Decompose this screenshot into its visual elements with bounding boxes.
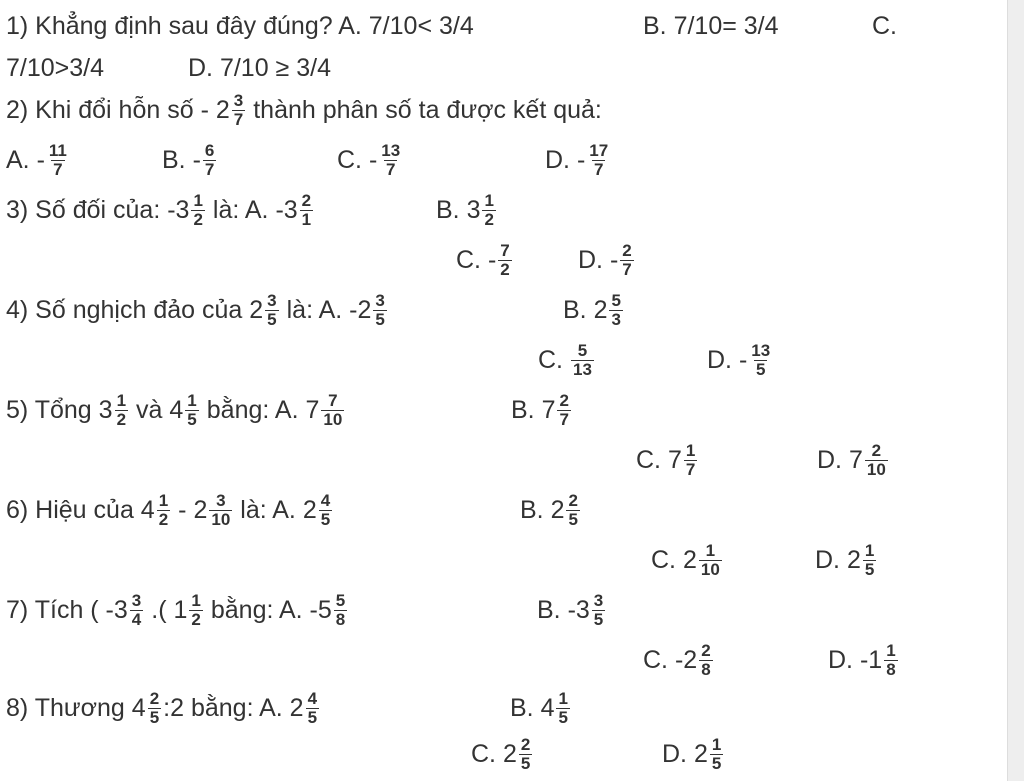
numerator: 1 (193, 190, 203, 210)
numerator: 2 (520, 734, 531, 754)
q6-option-d (815, 540, 878, 580)
q6-option-b-fraction (566, 492, 579, 529)
q5-option-d (817, 440, 890, 480)
numerator: 4 (307, 688, 318, 708)
q7-option-a-fraction (334, 592, 347, 629)
q3-option-c-fraction (498, 242, 511, 279)
q3-mid: là: A. -3 (212, 196, 298, 224)
q1-option-d-text: D. 7/10 ≥ 3/4 (188, 54, 331, 82)
q5-option-b-label: B. 7 (511, 396, 556, 424)
q1-option-c-label (872, 6, 897, 46)
q2-stem (6, 90, 602, 130)
q4-mid: là: A. -2 (286, 296, 372, 324)
q1-option-b-text: B. 7/10= 3/4 (643, 12, 779, 40)
numerator: 13 (381, 140, 401, 160)
q5-mid: và 4 (136, 396, 184, 424)
q5-option-a-fraction (321, 392, 344, 429)
denominator: 7 (685, 459, 696, 479)
q8-option-c (471, 734, 534, 774)
denominator: 7 (233, 109, 244, 129)
q7-option-b (537, 590, 607, 630)
q6-fraction-2 (209, 492, 232, 529)
q1-option-d (188, 48, 331, 88)
numerator: 3 (233, 90, 244, 110)
numerator: 1 (158, 490, 169, 510)
q7-mid: .( 1 (151, 596, 188, 624)
q3-option-d-fraction (620, 242, 633, 279)
q5-fraction-1 (115, 392, 128, 429)
denominator: 1 (301, 209, 312, 229)
numerator: 2 (701, 640, 711, 660)
denominator: 3 (611, 309, 621, 329)
q5-option-c (636, 440, 699, 480)
numerator: 1 (558, 688, 568, 708)
denominator: 5 (307, 707, 318, 727)
denominator: 2 (158, 509, 169, 529)
numerator: 5 (611, 290, 621, 310)
q3-option-c-label: C. - (456, 246, 497, 274)
q3-mixed-fraction (191, 192, 204, 229)
numerator: 1 (187, 390, 197, 410)
numerator: 3 (267, 290, 277, 310)
q2-option-c-label: C. - (337, 146, 378, 174)
denominator: 7 (559, 409, 569, 429)
denominator: 5 (864, 559, 875, 579)
q7-option-c-label: C. -2 (643, 646, 698, 674)
q4-option-c (538, 340, 596, 380)
numerator: 3 (216, 490, 226, 510)
q8-prefix: 8) Thương 4 (6, 694, 146, 722)
denominator: 13 (573, 359, 592, 379)
q8-option-c-fraction (519, 736, 532, 773)
denominator: 10 (866, 459, 886, 479)
q1-option-c-label-text: C. (872, 12, 897, 40)
q2-option-a (6, 140, 71, 180)
vertical-scrollbar[interactable] (1007, 0, 1024, 781)
q6-prefix: 6) Hiệu của 4 (6, 496, 155, 524)
q5-option-d-fraction (865, 442, 888, 479)
denominator: 5 (711, 753, 722, 773)
q8-option-d (662, 734, 725, 774)
numerator: 2 (871, 440, 882, 460)
q4-option-c-label: C. (538, 346, 563, 374)
q6-option-d-fraction (863, 542, 876, 579)
q3-option-c (456, 240, 514, 280)
q8-option-d-fraction (710, 736, 723, 773)
q3-option-d-label: D. - (578, 246, 619, 274)
q1-text: 1) Khẳng định sau đây đúng? A. 7/10< 3/4 (6, 12, 474, 40)
q6-option-b-label: B. 2 (520, 496, 565, 524)
numerator: 1 (484, 190, 494, 210)
q2-option-d-fraction (587, 142, 610, 179)
q5-option-b (511, 390, 573, 430)
q2-option-d-label: D. - (545, 146, 586, 174)
q7-prefix: 7) Tích ( -3 (6, 596, 128, 624)
numerator: 2 (149, 688, 160, 708)
q2-option-a-label: A. - (6, 146, 45, 174)
q2-option-b-label: B. - (162, 146, 201, 174)
numerator: 2 (622, 240, 632, 260)
q8-mid: :2 bằng: A. 2 (163, 694, 304, 722)
q3-option-d (578, 240, 636, 280)
denominator: 7 (53, 159, 63, 179)
q7-option-d-fraction (884, 642, 897, 679)
q7-option-b-label: B. -3 (537, 596, 590, 624)
q5-stem (6, 390, 346, 430)
denominator: 8 (701, 659, 711, 679)
numerator: 2 (559, 390, 569, 410)
q1-option-c-value (6, 48, 104, 88)
denominator: 2 (116, 409, 127, 429)
denominator: 5 (149, 707, 160, 727)
q5-option-c-fraction (684, 442, 697, 479)
q7-option-d (828, 640, 900, 680)
numerator: 1 (886, 640, 896, 660)
numerator: 7 (500, 240, 510, 260)
denominator: 4 (131, 609, 142, 629)
q5-fraction-2 (185, 392, 198, 429)
q6-stem (6, 490, 334, 530)
q4-option-b (563, 290, 625, 330)
q2-option-c (337, 140, 404, 180)
denominator: 5 (320, 509, 331, 529)
q6-mid: - 2 (178, 496, 208, 524)
denominator: 7 (594, 159, 604, 179)
q3-option-b-fraction (482, 192, 495, 229)
q8-option-d-label: D. 2 (662, 740, 708, 768)
q8-option-a-fraction (306, 690, 319, 727)
q1-stem-and-option-a (6, 6, 474, 46)
q7-fraction-2 (189, 592, 202, 629)
q8-fraction (148, 690, 161, 727)
q7-mid2: bằng: A. -5 (210, 596, 332, 624)
q4-prefix: 4) Số nghịch đảo của 2 (6, 296, 264, 324)
q4-option-d-label: D. - (707, 346, 748, 374)
numerator: 11 (48, 140, 67, 160)
q1-option-c-value-text: 7/10>3/4 (6, 54, 105, 82)
numerator: 1 (705, 540, 716, 560)
q2-option-d (545, 140, 612, 180)
denominator: 5 (520, 753, 531, 773)
denominator: 8 (886, 659, 896, 679)
q3-stem (6, 190, 315, 230)
numerator: 3 (375, 290, 385, 310)
numerator: 4 (320, 490, 331, 510)
q4-mixed-fraction (265, 292, 278, 329)
numerator: 5 (577, 340, 588, 360)
q4-option-d-fraction (749, 342, 772, 379)
numerator: 1 (864, 540, 875, 560)
denominator: 2 (193, 209, 203, 229)
q4-option-b-label: B. 2 (563, 296, 608, 324)
denominator: 7 (386, 159, 396, 179)
q5-option-d-label: D. 7 (817, 446, 863, 474)
q1-option-b (643, 6, 779, 46)
q7-stem (6, 590, 349, 630)
denominator: 5 (756, 359, 766, 379)
q6-option-d-label: D. 2 (815, 546, 861, 574)
q8-option-b-fraction (556, 690, 569, 727)
q7-option-b-fraction (592, 592, 605, 629)
q5-option-b-fraction (557, 392, 570, 429)
q7-option-d-label: D. -1 (828, 646, 883, 674)
q3-option-a-fraction (300, 192, 313, 229)
q6-option-c (651, 540, 724, 580)
q8-stem (6, 688, 321, 728)
q2-option-a-fraction (47, 142, 69, 179)
q7-fraction-1 (130, 592, 143, 629)
q4-option-b-fraction (609, 292, 622, 329)
denominator: 8 (335, 609, 346, 629)
denominator: 5 (593, 609, 604, 629)
numerator: 2 (301, 190, 312, 210)
numerator: 17 (589, 140, 609, 160)
q6-option-c-fraction (699, 542, 722, 579)
q5-option-c-label: C. 7 (636, 446, 682, 474)
numerator: 3 (593, 590, 604, 610)
q6-option-a-fraction (319, 492, 332, 529)
q2-option-b-fraction (203, 142, 216, 179)
q2-mixed-fraction (232, 92, 245, 129)
q5-mid2: bằng: A. 7 (206, 396, 320, 424)
numerator: 13 (751, 340, 771, 360)
numerator: 1 (116, 390, 127, 410)
numerator: 5 (335, 590, 346, 610)
q2-option-c-fraction (379, 142, 402, 179)
q6-mid2: là: A. 2 (240, 496, 317, 524)
denominator: 2 (484, 209, 494, 229)
denominator: 10 (700, 559, 720, 579)
q7-option-c (643, 640, 715, 680)
q4-option-c-fraction (571, 342, 594, 379)
denominator: 10 (211, 509, 231, 529)
q4-option-a-fraction (373, 292, 386, 329)
q8-option-b (510, 688, 572, 728)
q3-prefix: 3) Số đối của: -3 (6, 196, 190, 224)
q4-option-d (707, 340, 774, 380)
q8-option-c-label: C. 2 (471, 740, 517, 768)
numerator: 1 (685, 440, 696, 460)
q6-fraction-1 (157, 492, 170, 529)
q4-stem (6, 290, 389, 330)
denominator: 7 (622, 259, 632, 279)
denominator: 2 (500, 259, 510, 279)
q2-prefix: 2) Khi đổi hỗn số - 2 (6, 96, 230, 124)
numerator: 1 (711, 734, 722, 754)
q5-prefix: 5) Tổng 3 (6, 396, 113, 424)
q2-option-b (162, 140, 218, 180)
q6-option-c-label: C. 2 (651, 546, 697, 574)
denominator: 5 (267, 309, 277, 329)
numerator: 7 (328, 390, 338, 410)
q6-option-b (520, 490, 582, 530)
q8-option-b-label: B. 4 (510, 694, 555, 722)
q2-suffix: thành phân số ta được kết quả: (253, 96, 602, 124)
denominator: 10 (323, 409, 343, 429)
denominator: 2 (191, 609, 201, 629)
numerator: 2 (568, 490, 578, 510)
denominator: 7 (204, 159, 215, 179)
denominator: 5 (187, 409, 197, 429)
denominator: 5 (558, 707, 568, 727)
q3-option-b-label: B. 3 (436, 196, 481, 224)
q7-option-c-fraction (699, 642, 712, 679)
numerator: 3 (131, 590, 142, 610)
numerator: 6 (204, 140, 215, 160)
q3-option-b (436, 190, 498, 230)
numerator: 1 (191, 590, 201, 610)
denominator: 5 (375, 309, 385, 329)
denominator: 5 (568, 509, 578, 529)
